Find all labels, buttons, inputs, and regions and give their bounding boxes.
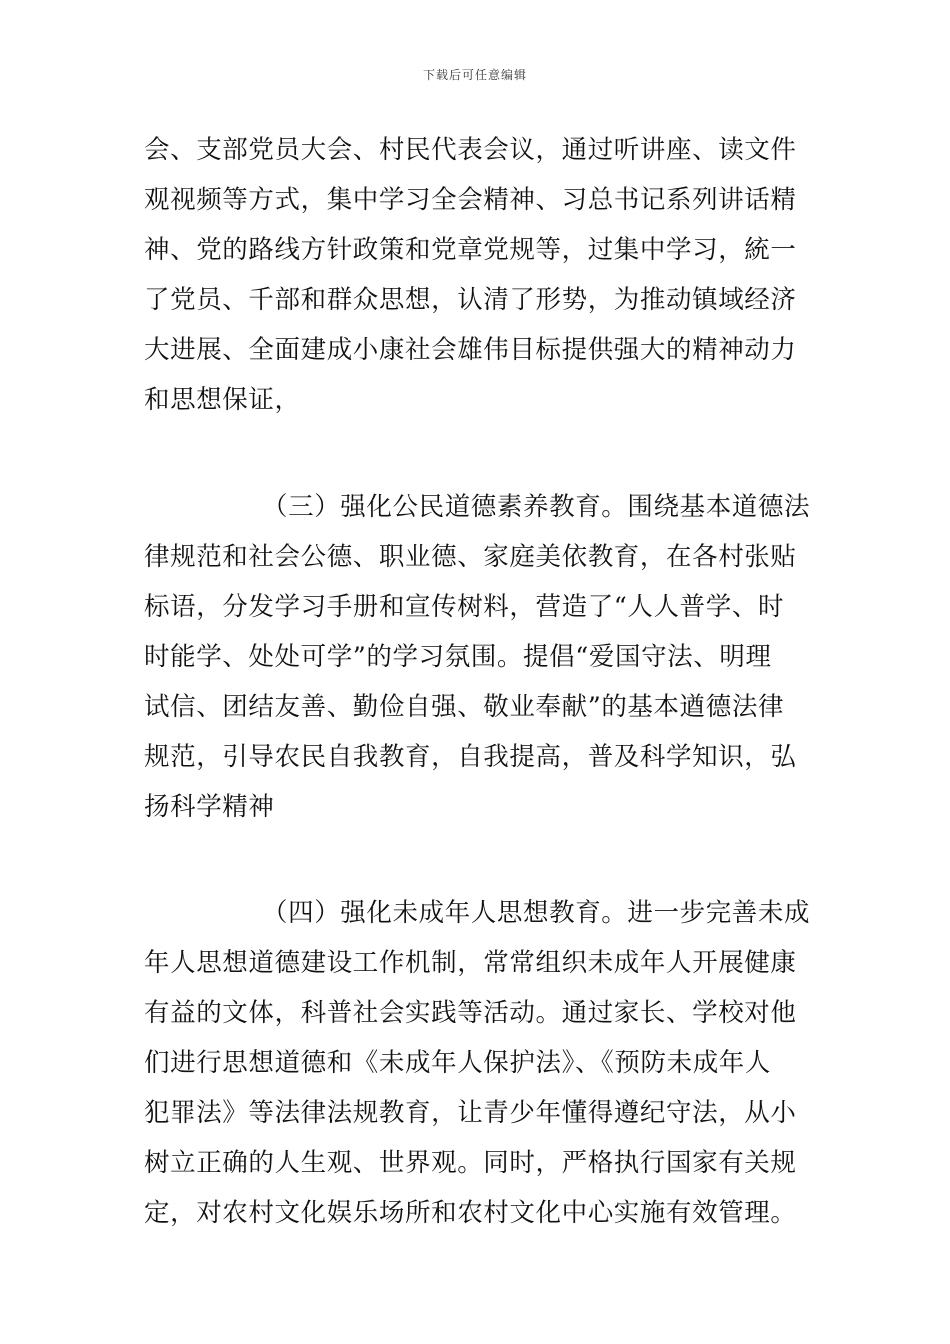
document-body <box>144 125 809 1238</box>
paragraph-gap <box>144 425 809 482</box>
paragraph-gap <box>144 832 809 888</box>
paragraph-3 <box>144 888 809 1238</box>
page-header-note: 下载后可任意编辑 <box>422 68 527 82</box>
text-line: 年人思想道德建设工作机制，常常组织未成年人开展健康 <box>144 948 797 978</box>
paragraph-2 <box>144 482 809 832</box>
text-line: 时能学、处处可学”的学习氛围。提倡“爱国守法、明理 <box>144 642 772 672</box>
text-line: 规范，引导农民自我教育，自我提高，普及科学知识，弘 <box>144 742 797 772</box>
text-line: 有益的文体，科普社会实践等活动。通过家长、学校对他 <box>144 998 797 1028</box>
text-line: （四）强化未成年人思想教育。进一步完善未成 <box>262 898 811 928</box>
text-line: 试信、团结友善、勤俭自强、敬业奉献”的基本遒德法律 <box>144 692 785 722</box>
text-line: 神、党的路线方针政策和党章党规等，过集中学习，統一 <box>144 235 797 265</box>
text-line: 律规范和社会公德、职业德、家庭美依教育，在各村张贴 <box>144 542 797 572</box>
text-line: 树立正确的人生观、世界观。同时，严格执行国家有关规 <box>144 1148 797 1178</box>
text-line: 观视频等方式，集中学习全会精神、习总书记系列讲话精 <box>144 185 797 215</box>
text-line: 定，对农村文化娱乐场所和农村文化中心实施有效管理。 <box>144 1198 797 1228</box>
text-line: 们进行思想道德和《未成年人保护法》、《预防未成年人 <box>144 1048 772 1078</box>
text-line: 扬科学精神 <box>144 792 275 822</box>
text-line: 和思想保证， <box>144 385 301 415</box>
text-line: 犯罪法》等法律法规教育，让青少年懂得遵纪守法，从小 <box>144 1098 797 1128</box>
paragraph-1 <box>144 125 809 425</box>
text-line: 了党员、千部和群众思想，认清了形势，为推动镇域经济 <box>144 285 797 315</box>
text-line: 标语，分发学习手册和宣传树料，营造了“人人普学、时 <box>144 592 785 622</box>
text-line: 会、支部党员大会、村民代表会议，通过听讲座、读文件 <box>144 135 797 165</box>
text-line: （三）强化公民道德素养教育。围绕基本道德法 <box>262 492 811 522</box>
text-line: 大进展、全面建成小康社会雄伟目标提供强大的精神动力 <box>144 335 797 365</box>
